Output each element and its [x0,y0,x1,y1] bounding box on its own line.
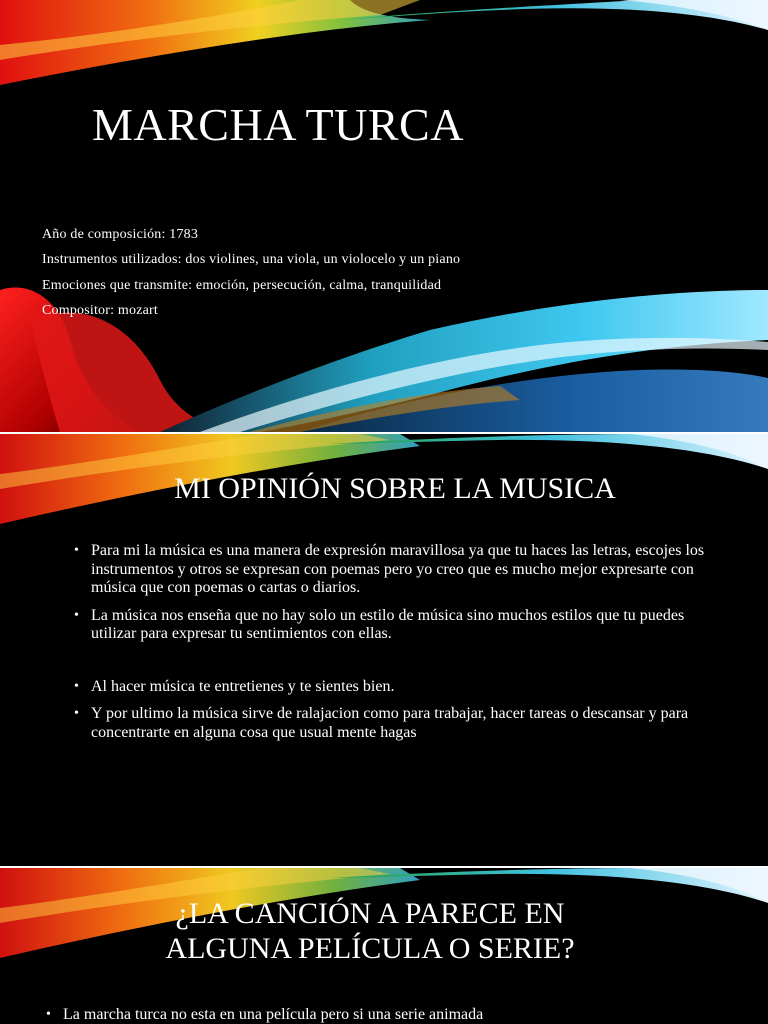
slide-title-line-1: ¿LA CANCIÓN A PARECE EN [175,897,565,930]
list-item: • La música nos enseña que no hay solo un estilo de música sino muchos estilos que tu puedes utilizar para expresar tu sentimientos con ellas. [74,607,724,644]
slide-1 [0,0,768,432]
slide-title: MARCHA TURCA [92,99,464,150]
slide-2 [0,434,768,866]
detail-composer: Compositor: mozart [42,302,158,318]
list-item: • La marcha turca no esta en una película pero si una serie animada [46,1006,483,1024]
detail-emotions: Emociones que transmite: emoción, persecución, calma, tranquilidad [42,277,442,293]
list-item: • Para mi la música es una manera de expresión maravillosa ya que tu haces las letras, escojes los instrumentos y otros se expresan con poemas pero yo creo que es mucho mejor expresarte con música que con poemas o cartas o diarios. [74,542,724,598]
opinion-bullet-list [74,542,724,751]
composition-details [42,222,460,323]
movie-bullet-list [46,1006,483,1024]
list-item: • Al hacer música te entretienes y te sientes bien. [74,678,724,697]
detail-instruments: Instrumentos utilizados: dos violines, una viola, un violocelo y un piano [42,252,461,268]
detail-year: Año de composición: 1783 [42,227,199,242]
slide-title-line-2: ALGUNA PELÍCULA O SERIE? [165,932,575,965]
slide-title [0,896,740,966]
slide-title: MI OPINIÓN SOBRE LA MUSICA [174,472,616,505]
ribbon-decoration [0,0,768,432]
slide-3 [0,868,768,1024]
list-item: • Y por ultimo la música sirve de ralajacion como para trabajar, hacer tareas o descansar y para concentrarte en alguna cosa que usual mente hagas [74,705,724,742]
